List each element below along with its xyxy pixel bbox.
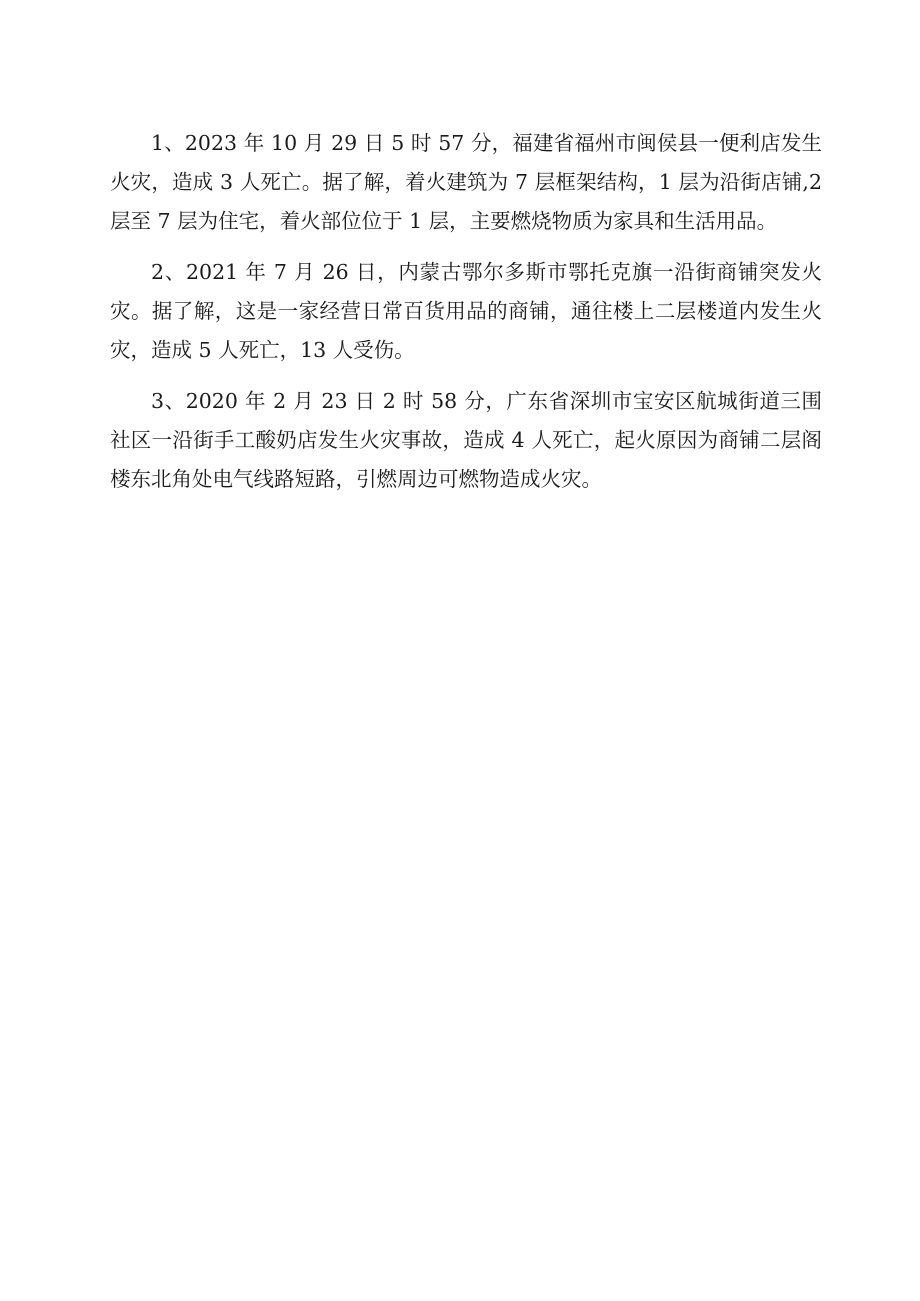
paragraph-case-2: 2、2021 年 7 月 26 日，内蒙古鄂尔多斯市鄂托克旗一沿街商铺突发火灾。据了解，这是一家经营日常百货用品的商铺，通往楼上二层楼道内发生火灾，造成 5 人死亡，13 人受伤。: [110, 260, 822, 362]
document-body: [110, 124, 822, 511]
paragraph-case-1: 1、2023 年 10 月 29 日 5 时 57 分，福建省福州市闽侯县一便利店发生火灾，造成 3 人死亡。据了解，着火建筑为 7 层框架结构，1 层为沿街店铺,2 层至 7 层为住宅，着火部位位于 1 层，主要燃烧物质为家具和生活用品。: [110, 131, 822, 233]
paragraph-case-3: 3、2020 年 2 月 23 日 2 时 58 分，广东省深圳市宝安区航城街道三围社区一沿街手工酸奶店发生火灾事故，造成 4 人死亡，起火原因为商铺二层阁楼东北角处电气线路短路，引燃周边可燃物造成火灾。: [110, 389, 822, 491]
